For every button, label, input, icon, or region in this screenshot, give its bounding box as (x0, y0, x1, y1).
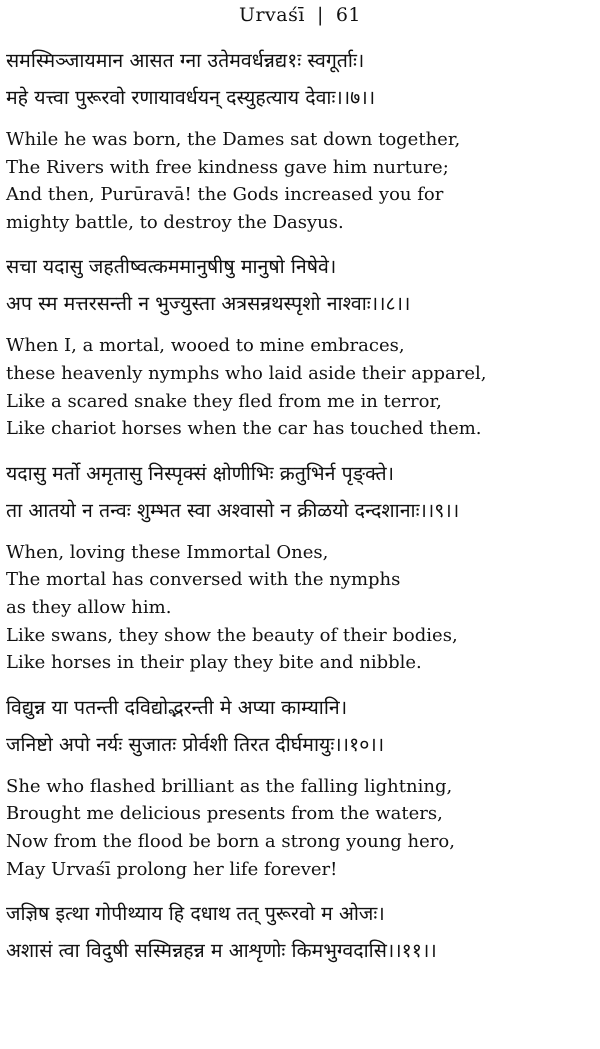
translation-line: The Rivers with free kindness gave him nurture; (6, 156, 449, 178)
verse-block-11 (6, 895, 594, 969)
translation-line: May Urvaśī prolong her life forever! (6, 858, 338, 880)
sanskrit-line: यदासु मर्तो अमृतासु निस्पृक्सं क्षोणीभिः क्रतुभिर्न पृङ्क्ते। (6, 461, 395, 485)
sanskrit-line: सचा यदासु जहतीष्वत्कममानुषीषु मानुषो निषेवे। (6, 255, 337, 279)
sanskrit-line: महे यत्त्वा पुरूरवो रणायावर्धयन् दस्युहत्याय देवाः।।७।। (6, 86, 376, 109)
translation-line: While he was born, the Dames sat down together, (6, 129, 461, 150)
translation-line: these heavenly nymphs who laid aside their apparel, (6, 362, 487, 384)
translation-line: Brought me delicious presents from the waters, (6, 803, 443, 825)
translation-line: She who flashed brilliant as the falling lightning, (6, 775, 453, 797)
verse-block-8 (6, 248, 594, 442)
translation-line: Now from the flood be born a strong young hero, (6, 830, 455, 852)
translation-line: Like a scared snake they fled from me in terror, (6, 390, 442, 412)
running-header-title: Urvaśī (238, 4, 305, 26)
translation-line: mighty battle, to destroy the Dasyus. (6, 211, 344, 233)
translation-line: Like swans, they show the beauty of their bodies, (6, 624, 458, 646)
verse-block-7 (6, 42, 594, 236)
verse-block-9 (6, 455, 594, 677)
sanskrit-line: अप स्म मत्तरसन्ती न भुज्युस्ता अत्रसन्रथस्पृशो नाश्वाः।।८।। (6, 292, 411, 316)
sanskrit-line: ता आतयो न तन्वः शुम्भत स्वा अश्वासो न क्रीळयो दन्दशानाः।।९।। (6, 498, 460, 522)
running-header-separator: | (316, 4, 324, 26)
translation-line: as they allow him. (6, 596, 172, 618)
translation-line: And then, Purūravā! the Gods increased you for (6, 184, 444, 206)
page-number: 61 (335, 4, 362, 26)
sanskrit-line: समस्मिञ्जायमान आसत ग्ना उतेमवर्धन्नद्य१ः स्वगूर्ताः। (6, 49, 365, 72)
translation-line: The mortal has conversed with the nymphs (6, 569, 401, 591)
translation-line: When I, a mortal, wooed to mine embraces, (6, 335, 405, 357)
page-body (6, 42, 594, 969)
sanskrit-line: विद्युन्न या पतन्ती दविद्योद्भरन्ती मे अप्या काम्यानि। (6, 695, 348, 719)
translation-line: Like chariot horses when the car has touched them. (6, 418, 482, 440)
sanskrit-line: जनिष्टो अपो नर्यः सुजातः प्रोर्वशी तिरत दीर्घमायुः।।१०।। (6, 732, 385, 756)
verse-block-10 (6, 689, 594, 883)
translation-line: Like horses in their play they bite and nibble. (6, 652, 422, 674)
running-header (0, 4, 600, 26)
sanskrit-line: जज्ञिष इत्था गोपीथ्याय हि दधाथ तत् पुरूरवो म ओजः। (6, 902, 385, 926)
sanskrit-line: अशासं त्वा विदुषी सस्मिन्नहन्न म आशृणोः किमभुग्वदासि।।११।। (6, 939, 437, 963)
translation-line: When, loving these Immortal Ones, (6, 541, 329, 563)
